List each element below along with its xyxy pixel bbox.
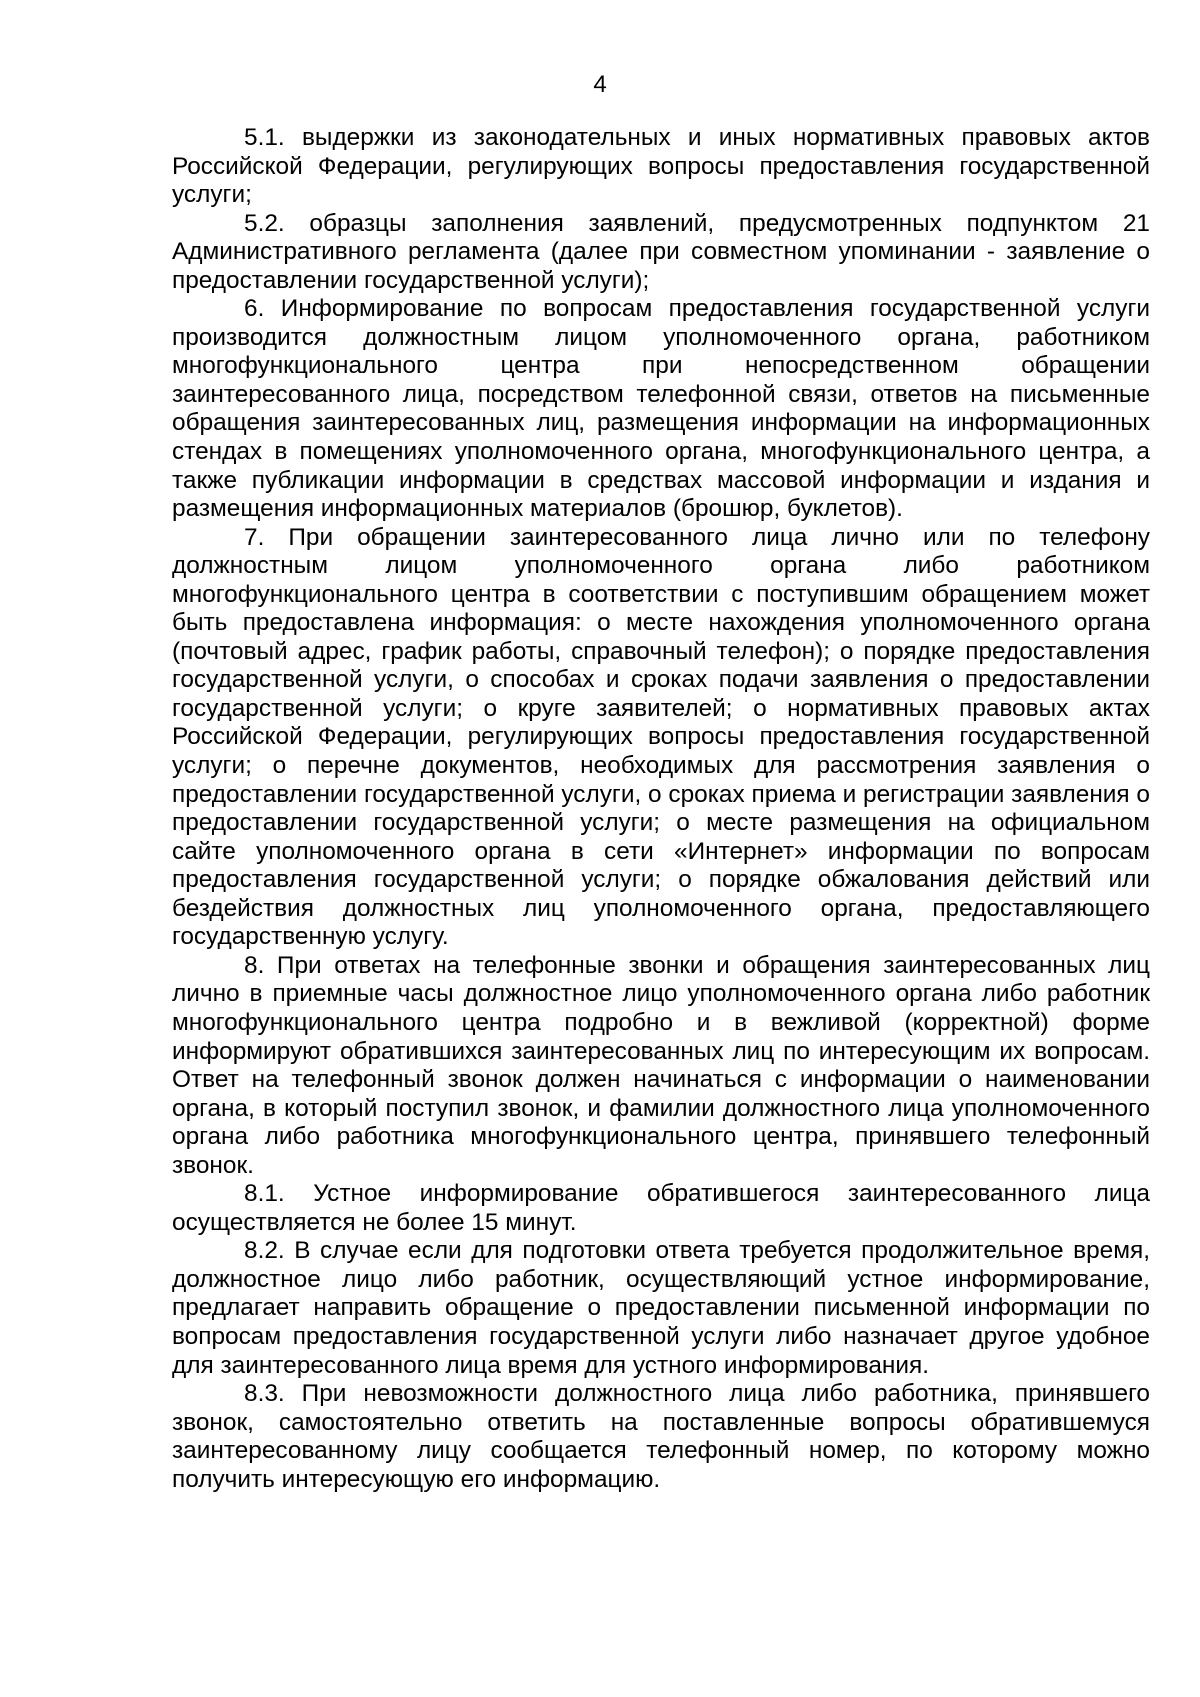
paragraph-5-2: 5.2. образцы заполнения заявлений, предусмотренных подпунктом 21 Административного регламента (далее при совместном упоминании - заявление о предоставлении государственной услуги);: [172, 209, 1150, 294]
paragraph-8-1: 8.1. Устное информирование обратившегося заинтересованного лица осуществляется не более 15 минут.: [172, 1180, 1150, 1236]
document-body: [172, 124, 1150, 1494]
paragraph-8-2: 8.2. В случае если для подготовки ответа требуется продолжительное время, должностное лицо либо работник, осуществляющий устное информирование, предлагает направить обращение о предоставлении письменной информации по вопросам предоставления государственной услуги либо назначает другое удобное для заинтересованного лица время для устного информирования.: [172, 1237, 1150, 1379]
page-number: 4: [593, 71, 607, 98]
paragraph-8: 8. При ответах на телефонные звонки и обращения заинтересованных лиц лично в приемные часы должностное лицо уполномоченного органа либо работник многофункционального центра подробно и в вежливой (корректной) форме информируют обратившихся заинтересованных лиц по интересующим их вопросам. Ответ на телефонный звонок должен начинаться с информации о наименовании органа, в который поступил звонок, и фамилии должностного лица уполномоченного органа либо работника многофункционального центра, принявшего телефонный звонок.: [172, 951, 1150, 1179]
paragraph-7: 7. При обращении заинтересованного лица лично или по телефону должностным лицом уполномоченного органа либо работником многофункционального центра в соответствии с поступившим обращением может быть предоставлена информация: о месте нахождения уполномоченного органа (почтовый адрес, график работы, справочный телефон); о порядке предоставления государственной услуги, о способах и сроках подачи заявления о предоставлении государственной услуги; о круге заявителей; о нормативных правовых актах Российской Федерации, регулирующих вопросы предоставления государственной услуги; о перечне документов, необходимых для рассмотрения заявления о предоставлении государственной услуги, о сроках приема и регистрации заявления о предоставлении государственной услуги; о месте размещения на официальном сайте уполномоченного органа в сети «Интернет» информации по вопросам предоставления государственной услуги; о порядке обжалования действий или бездействия должностных лиц уполномоченного органа, предоставляющего государственную услугу.: [172, 523, 1150, 951]
paragraph-8-3: 8.3. При невозможности должностного лица либо работника, принявшего звонок, самостоятельно ответить на поставленные вопросы обратившемуся заинтересованному лицу сообщается телефонный номер, по которому можно получить интересующую его информацию.: [172, 1380, 1150, 1493]
paragraph-6: 6. Информирование по вопросам предоставления государственной услуги производится должностным лицом уполномоченного органа, работником многофункционального центра при непосредственном обращении заинтересованного лица, посредством телефонной связи, ответов на письменные обращения заинтересованных лиц, размещения информации на информационных стендах в помещениях уполномоченного органа, многофункционального центра, а также публикации информации в средствах массовой информации и издания и размещения информационных материалов (брошюр, буклетов).: [172, 295, 1150, 523]
paragraph-5-1: 5.1. выдержки из законодательных и иных нормативных правовых актов Российской Федерации, регулирующих вопросы предоставления государственной услуги;: [172, 124, 1150, 209]
